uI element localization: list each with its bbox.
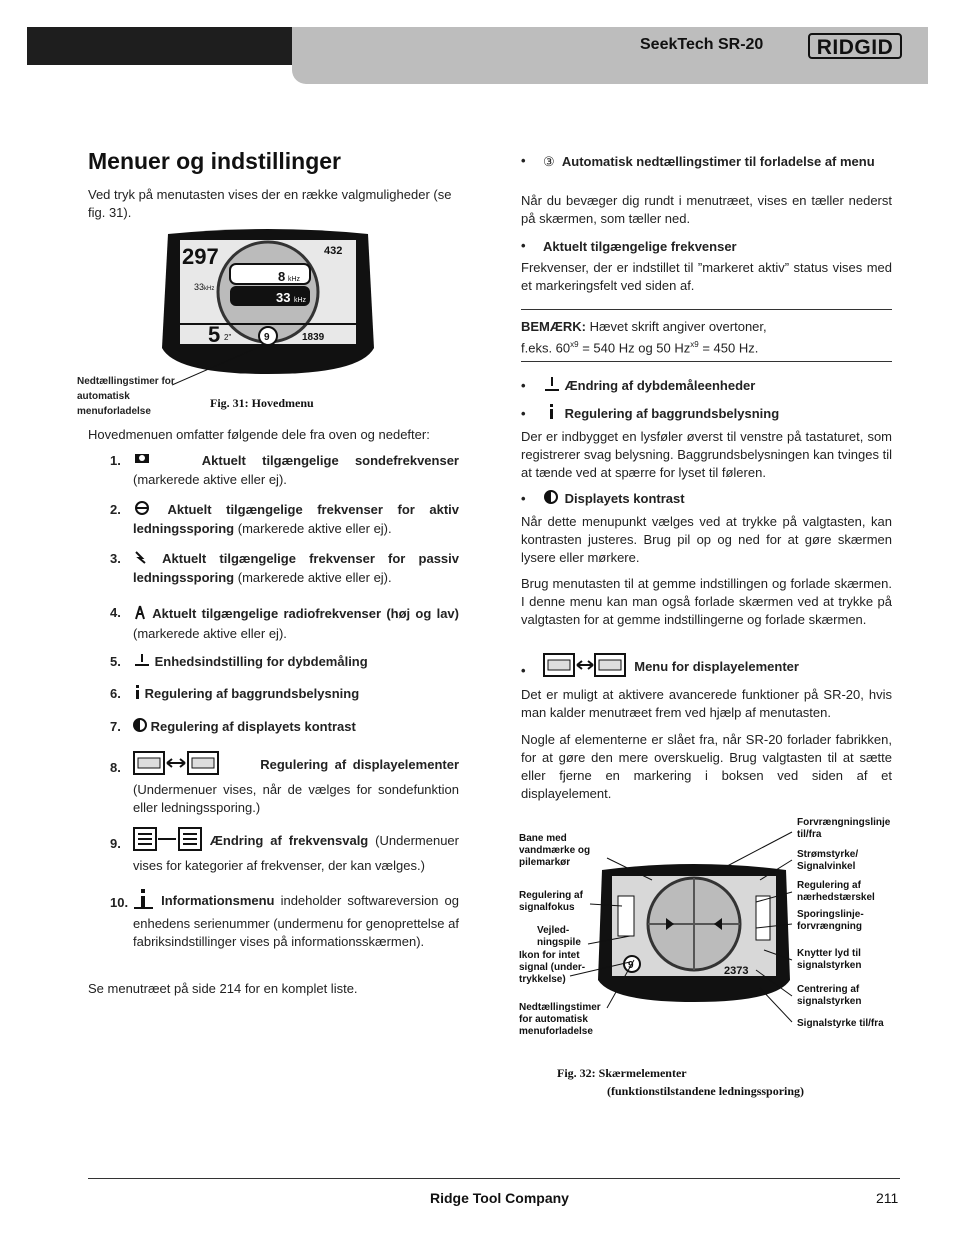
- bullet-dot: •: [521, 406, 526, 421]
- active-trace-icon: [133, 501, 153, 520]
- backlight-icon: [543, 404, 561, 425]
- fig32-label-centering: Centrering af signalstyrken: [797, 984, 862, 1007]
- backlight-title: Regulering af baggrundsbelysning: [543, 404, 779, 425]
- list-item: 6. Regulering af baggrundsbelysning: [133, 685, 459, 704]
- depth-units-title: Ændring af dybdemåleenheder: [543, 376, 755, 397]
- list-item: 8. Regulering af displayelementer (Undermenuer vises, når de vælges for sondefunktion eller ledningssporing.): [133, 750, 459, 817]
- fig32-label-path: Bane med vandmærke og pilemarkør: [519, 833, 591, 868]
- intro-text: Ved tryk på menutasten vises der en række valgmuligheder (se fig. 31).: [88, 187, 452, 220]
- info-icon: [133, 888, 155, 915]
- contrast-text-1: Når dette menupunkt vælges ved at trykke på valgtasten, kan kontrasten justeres. Brug pil op og ned for at gøre skærmen lysere eller mørkere.: [521, 514, 892, 565]
- fig31-caption: Fig. 31: Hovedmenu: [210, 396, 314, 410]
- freq-text: Frekvenser, der er indstillet til ”markeret aktiv” status vises med et markeringsfelt ved siden af.: [521, 260, 892, 293]
- fig31-left-unit: kHz: [204, 286, 215, 292]
- fig31-freq2: 33: [276, 290, 291, 305]
- fig31-big-number: 297: [182, 244, 219, 269]
- display-menu-text-2: Nogle af elementerne er slået fra, når SR-20 forlader fabrikken, for at gøre den mere overskuelig. Brug valgtasten til at sætte eller fjerne en markering i boksen ved siden af et displayelement.: [521, 732, 892, 801]
- fig32-caption-line2: (funktionstilstandene ledningssporing): [607, 1084, 805, 1098]
- fig32-label-no-signal: Ikon for intet signal (under- trykkelse): [519, 950, 586, 985]
- lead-text: Hovedmenuen omfatter følgende dele fra oven og nedefter:: [88, 427, 430, 442]
- page-number: 211: [876, 1190, 899, 1206]
- note-bottom-rule: [521, 361, 892, 362]
- note-box: BEMÆRK: Hævet skrift angiver overtoner, f.eks. $60^{x9} = 540$ Hz og 50 $Hz^{x9} = 450$ Hz.: [521, 319, 767, 356]
- fig31-temp: 432: [324, 245, 343, 257]
- fig31-depth: 5: [208, 322, 221, 347]
- header-model: SeekTech SR-20: [640, 36, 764, 53]
- list-item: 10. Informationsmenu indeholder softwareversion og enhedens serienummer (undermenu for genoprettelse af fabriksindstillinger vises på informationsskærmen).: [133, 888, 459, 951]
- page-title: Menuer og indstillinger: [88, 148, 342, 174]
- fig31-callout-line: [170, 340, 270, 390]
- contrast-icon: [543, 489, 561, 510]
- brand-logo: [808, 32, 904, 69]
- fig31-freq2-unit: kHz: [294, 297, 307, 304]
- fig31-freq1: 8: [278, 269, 286, 284]
- frequency-list-icon: [133, 826, 203, 857]
- bullet-dot: •: [521, 663, 526, 678]
- note-top-rule: [521, 309, 892, 310]
- freq-bullet-title: Aktuelt tilgængelige frekvenser: [543, 239, 737, 254]
- contrast-text-2: Brug menutasten til at gemme indstillingen og forlade skærmen. I denne menu kan man også forlade skærmen ved at trykke på valgtasten for at gemme indstillingerne og forlade skærmen.: [521, 576, 892, 627]
- footer-rule: [88, 1178, 900, 1179]
- display-elements-icon: [133, 750, 221, 781]
- fig32-label-strength: Signalstyrke til/fra: [797, 1018, 884, 1029]
- radio-tower-icon: [133, 604, 147, 625]
- timer-bullet-title: ③ Automatisk nedtællingstimer til forladelse af menu: [543, 154, 875, 169]
- passive-trace-icon: [133, 550, 149, 569]
- timer-text: Når du bevæger dig rundt i menutræet, vises en tæller nederst på skærmen, som tæller ned.: [521, 193, 892, 226]
- list-item: 7. Regulering af displayets kontrast: [133, 718, 459, 737]
- fig31-timer: 9: [264, 332, 270, 343]
- contrast-icon: [133, 718, 147, 737]
- fig32-label-current: Strømstyrke/ Signalvinkel: [797, 849, 859, 872]
- footer-company: Ridge Tool Company: [430, 1190, 569, 1206]
- depth-unit-icon: [543, 376, 561, 397]
- contrast-title: Displayets kontrast: [543, 489, 685, 510]
- svg-text:9: 9: [628, 960, 634, 971]
- fig32-label-distortion: Forvrængningslinje til/fra: [797, 817, 891, 840]
- backlight-text: Der er indbygget en lysføler øverst til venstre på tastaturet, som registrerer svag belysning. Baggrundsbelysningen kan tvinges til at tænde ved at spærre for lyset til føleren.: [521, 429, 892, 480]
- fig32-label-sound: Knytter lyd til signalstyrken: [797, 948, 862, 971]
- sonde-icon: [133, 452, 153, 471]
- fig32-label-proximity: Regulering af nærhedstærskel: [797, 880, 875, 903]
- fig32-label-arrows: Vejled- ningspile: [537, 925, 581, 948]
- fig31-depth-unit: 2": [224, 333, 232, 342]
- display-menu-text-1: Det er muligt at aktivere avancerede funktioner på SR-20, hvis man kalder menutræet frem ved hjælp af menutasten.: [521, 687, 892, 720]
- backlight-icon: [133, 685, 141, 704]
- display-menu-title: Menu for displayelementer: [543, 652, 799, 683]
- fig31-freq1-unit: kHz: [288, 276, 301, 283]
- see-also-text: Se menutræet på side 214 for en komplet liste.: [88, 981, 358, 996]
- fig32-caption-line1: Fig. 32: Skærmelementer: [557, 1066, 687, 1080]
- fig32-label-trace-distortion: Sporingslinje- forvrængning: [797, 909, 864, 932]
- bullet-dot: •: [521, 153, 526, 168]
- fig32-count: 2373: [724, 965, 749, 977]
- list-item: 9. Ændring af frekvensvalg (Undermenuer vises for kategorier af frekvenser, der kan vælges.): [133, 826, 459, 875]
- bullet-dot: •: [521, 378, 526, 393]
- fig32-label-focus: Regulering af signalfokus: [519, 890, 583, 913]
- bullet-dot: •: [521, 238, 526, 253]
- header-dark-bar: [27, 27, 292, 65]
- list-item: 2. Aktuelt tilgængelige frekvenser for aktiv ledningssporing (markerede aktive eller ej).: [110, 502, 459, 537]
- fig31-count: 1839: [302, 332, 325, 343]
- fig31-callout: Nedtællingstimer for automatisk menuforladelse: [77, 376, 175, 417]
- list-item: 3. Aktuelt tilgængelige frekvenser for passiv ledningssporing (markerede aktive eller ej).: [110, 551, 459, 586]
- list-item: 1. Aktuelt tilgængelige sondefrekvenser (markerede aktive eller ej).: [110, 453, 459, 488]
- bullet-dot: •: [521, 491, 526, 506]
- list-item: 4. Aktuelt tilgængelige radiofrekvenser (høj og lav) (markerede aktive eller ej).: [110, 605, 459, 641]
- brand-text: RIDGID: [816, 36, 894, 59]
- depth-unit-icon: [133, 653, 151, 672]
- fig32-label-timer: Nedtællingstimer for automatisk menuforladelse: [519, 1002, 601, 1037]
- timer-symbol-icon: ③: [543, 154, 555, 169]
- list-item: 5. Enhedsindstilling for dybdemåling: [133, 653, 459, 672]
- display-elements-icon: [543, 652, 627, 683]
- fig31-left-freq: 33: [194, 282, 205, 292]
